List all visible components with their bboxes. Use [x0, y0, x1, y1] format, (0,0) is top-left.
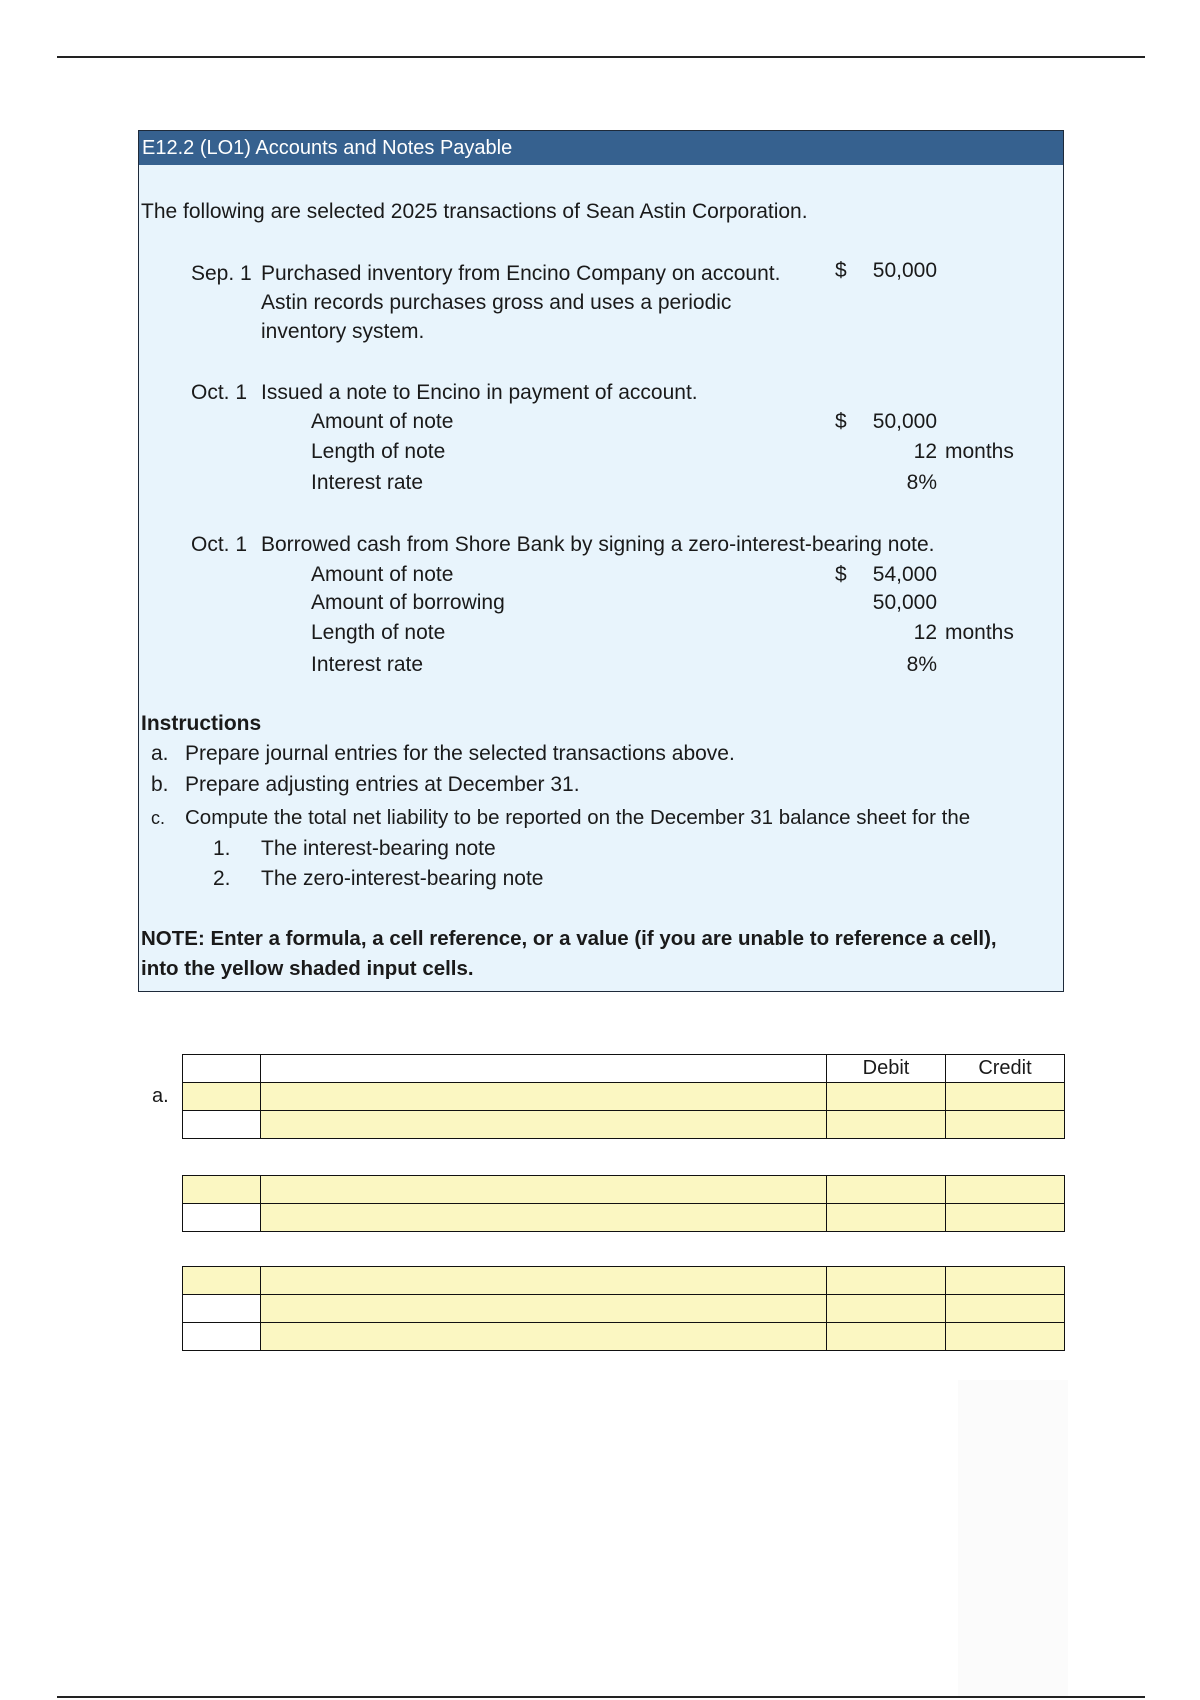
note-text: into the yellow shaded input cells.: [141, 957, 474, 980]
debit-input-cell[interactable]: [827, 1083, 946, 1111]
debit-input-cell[interactable]: [827, 1267, 946, 1295]
date-cell: [183, 1204, 261, 1232]
detail-value: 12: [913, 440, 937, 463]
table-row: [183, 1295, 1065, 1323]
journal-table-1: [182, 1054, 1065, 1139]
detail-label: Amount of note: [311, 410, 454, 433]
header-cell: [183, 1055, 261, 1083]
table-row: [183, 1204, 1065, 1232]
credit-input-cell[interactable]: [946, 1111, 1065, 1139]
subitem-number: 1.: [213, 837, 231, 860]
date-cell: [183, 1111, 261, 1139]
transaction-description: Issued a note to Encino in payment of account.: [261, 381, 698, 404]
detail-label: Length of note: [311, 440, 446, 463]
journal-table-3: [182, 1266, 1065, 1351]
table-row: [183, 1111, 1065, 1139]
detail-unit: months: [945, 440, 1014, 463]
instruction-letter: b.: [151, 773, 169, 796]
detail-value: 8%: [906, 653, 937, 676]
problem-panel: [138, 130, 1064, 992]
currency-symbol: $: [835, 563, 847, 586]
date-input-cell[interactable]: [183, 1267, 261, 1295]
currency-symbol: $: [835, 259, 847, 282]
part-label: a.: [152, 1085, 169, 1107]
account-input-cell[interactable]: [261, 1111, 827, 1139]
date-cell: [183, 1323, 261, 1351]
note-text: NOTE: Enter a formula, a cell reference, or a value (if you are unable to reference a cell),: [141, 927, 997, 950]
debit-input-cell[interactable]: [827, 1111, 946, 1139]
debit-input-cell[interactable]: [827, 1204, 946, 1232]
transaction-date: Oct. 1: [191, 381, 248, 404]
instruction-text: Prepare journal entries for the selected transactions above.: [185, 742, 735, 765]
header-cell: [261, 1055, 827, 1083]
subitem-text: The zero-interest-bearing note: [261, 867, 544, 890]
instruction-letter: c.: [151, 808, 166, 828]
transaction-date: Sep. 1: [191, 262, 252, 285]
problem-title: E12.2 (LO1) Accounts and Notes Payable: [139, 131, 1063, 165]
credit-input-cell[interactable]: [946, 1323, 1065, 1351]
instruction-letter: a.: [151, 742, 169, 765]
table-row: [183, 1323, 1065, 1351]
detail-label: Amount of note: [311, 563, 454, 586]
credit-input-cell[interactable]: [946, 1083, 1065, 1111]
date-cell: [183, 1295, 261, 1323]
table-row: [183, 1055, 1065, 1083]
credit-input-cell[interactable]: [946, 1176, 1065, 1204]
credit-input-cell[interactable]: [946, 1204, 1065, 1232]
date-input-cell[interactable]: [183, 1176, 261, 1204]
instruction-text: Compute the total net liability to be reported on the December 31 balance sheet for the: [185, 806, 971, 829]
credit-input-cell[interactable]: [946, 1295, 1065, 1323]
transaction-amount: 50,000: [872, 259, 937, 282]
table-row: [183, 1267, 1065, 1295]
instructions-heading: Instructions: [141, 712, 262, 735]
transaction-description: Borrowed cash from Shore Bank by signing a zero-interest-bearing note.: [261, 533, 935, 556]
transaction-description: inventory system.: [261, 320, 425, 343]
debit-input-cell[interactable]: [827, 1295, 946, 1323]
detail-value: 12: [913, 621, 937, 644]
intro-text: The following are selected 2025 transactions of Sean Astin Corporation.: [141, 200, 808, 223]
debit-input-cell[interactable]: [827, 1176, 946, 1204]
detail-label: Interest rate: [311, 471, 424, 494]
detail-label: Length of note: [311, 621, 446, 644]
detail-unit: months: [945, 621, 1014, 644]
account-input-cell[interactable]: [261, 1267, 827, 1295]
instruction-text: Prepare adjusting entries at December 31.: [185, 773, 580, 796]
detail-label: Amount of borrowing: [311, 591, 505, 614]
subitem-number: 2.: [213, 867, 231, 890]
subitem-text: The interest-bearing note: [261, 837, 496, 860]
account-input-cell[interactable]: [261, 1323, 827, 1351]
top-rule: [57, 56, 1145, 58]
account-input-cell[interactable]: [261, 1176, 827, 1204]
journal-table-2: [182, 1175, 1065, 1232]
currency-symbol: $: [835, 410, 847, 433]
detail-value: 50,000: [872, 410, 937, 433]
table-row: [183, 1176, 1065, 1204]
bottom-rule: [57, 1696, 1145, 1698]
transaction-date: Oct. 1: [191, 533, 248, 556]
credit-input-cell[interactable]: [946, 1267, 1065, 1295]
credit-header: Credit: [946, 1055, 1065, 1083]
detail-value: 54,000: [872, 563, 937, 586]
detail-label: Interest rate: [311, 653, 424, 676]
account-input-cell[interactable]: [261, 1083, 827, 1111]
detail-value: 50,000: [872, 591, 937, 614]
page-shade: [958, 1380, 1068, 1696]
account-input-cell[interactable]: [261, 1204, 827, 1232]
account-input-cell[interactable]: [261, 1295, 827, 1323]
detail-value: 8%: [906, 471, 937, 494]
transaction-description: Astin records purchases gross and uses a periodic: [261, 291, 732, 314]
debit-header: Debit: [827, 1055, 946, 1083]
date-input-cell[interactable]: [183, 1083, 261, 1111]
transaction-description: Purchased inventory from Encino Company on account.: [261, 262, 781, 285]
debit-input-cell[interactable]: [827, 1323, 946, 1351]
table-row: [183, 1083, 1065, 1111]
